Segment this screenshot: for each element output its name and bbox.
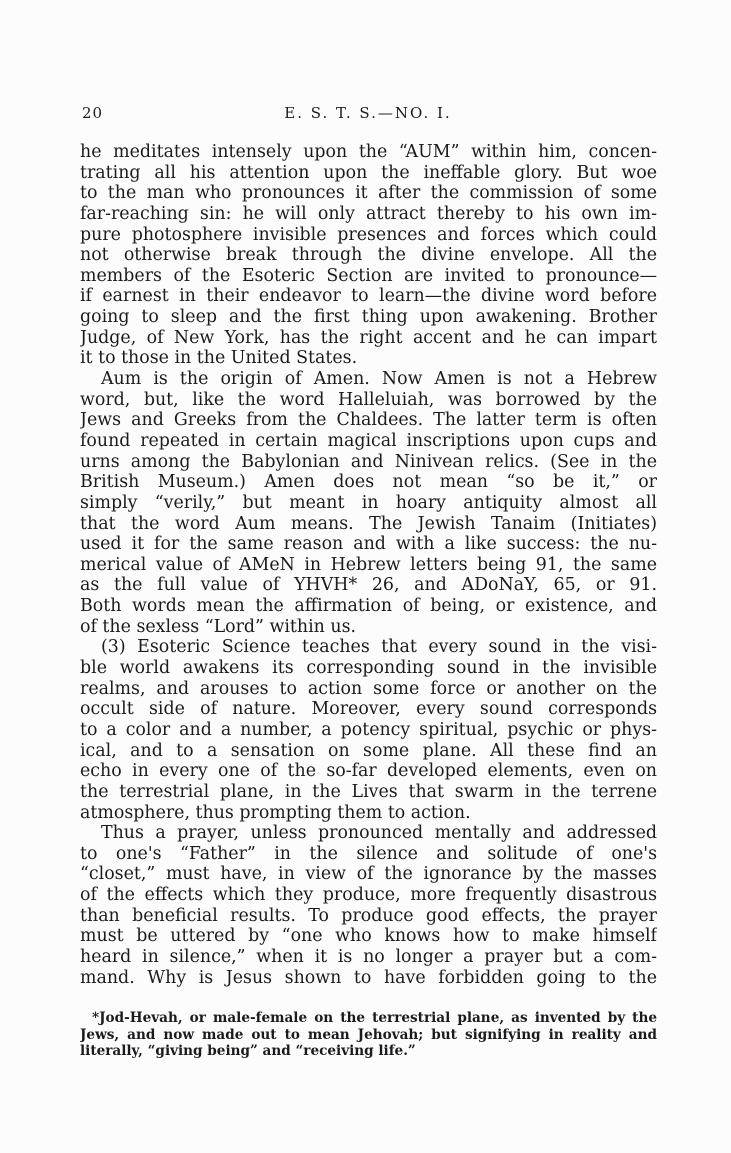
text-line: trating all his attention upon the ineffable glory. But woe: [80, 162, 657, 183]
text-line: as the full value of YHVH* 26, and ADoNaY, 65, or 91.: [80, 575, 657, 596]
text-line: found repeated in certain magical inscriptions upon cups and: [80, 430, 657, 451]
body-text: [80, 142, 657, 988]
text-line: than beneficial results. To produce good effects, the prayer: [80, 905, 657, 926]
text-line: word, but, like the word Halleluiah, was borrowed by the: [80, 389, 657, 410]
text-line: far-reaching sin: he will only attract thereby to his own im-: [80, 203, 657, 224]
text-line: occult side of nature. Moreover, every sound corresponds: [80, 699, 657, 720]
text-line: to a color and a number, a potency spiritual, psychic or phys-: [80, 719, 657, 740]
footnote-line: *Jod-Hevah, or male-female on the terrestrial plane, as invented by the: [92, 1010, 657, 1026]
text-line: Judge, of New York, has the right accent and he can impart: [80, 327, 657, 348]
text-line: pure photosphere invisible presences and forces which could: [80, 224, 657, 245]
text-line: of the effects which they produce, more frequently disastrous: [80, 885, 657, 906]
text-line: heard in silence,” when it is no longer a prayer but a com-: [80, 946, 657, 967]
text-line: not otherwise break through the divine envelope. All the: [80, 245, 657, 266]
footnote: [80, 1010, 657, 1060]
text-line: ical, and to a sensation on some plane. All these find an: [80, 740, 657, 761]
text-line: to the man who pronounces it after the commission of some: [80, 183, 657, 204]
text-line: going to sleep and the first thing upon awakening. Brother: [80, 307, 657, 328]
running-title: E. S. T. S.—NO. I.: [284, 104, 452, 122]
text-line: echo in every one of the so-far developed elements, even on: [80, 761, 657, 782]
text-line: “closet,” must have, in view of the ignorance by the masses: [80, 864, 657, 885]
text-line: atmosphere, thus prompting them to action.: [80, 802, 471, 823]
text-line: to one's “Father” in the silence and solitude of one's: [80, 843, 657, 864]
text-line: of the sexless “Lord” within us.: [80, 616, 357, 637]
text-line: urns among the Babylonian and Ninivean relics. (See in the: [80, 451, 657, 472]
text-line: must be uttered by “one who knows how to make himself: [80, 926, 657, 947]
text-line: British Museum.) Amen does not mean “so be it,” or: [80, 472, 657, 493]
text-line: simply “verily,” but meant in hoary antiquity almost all: [80, 492, 657, 513]
text-line: he meditates intensely upon the “AUM” within him, concen-: [80, 142, 657, 162]
text-line: Jews and Greeks from the Chaldees. The latter term is often: [80, 410, 657, 431]
text-line: Both words mean the affirmation of being, or existence, and: [80, 596, 657, 617]
text-line: mand. Why is Jesus shown to have forbidden going to the: [80, 967, 657, 988]
footnote-line: Jews, and now made out to mean Jehovah; but signifying in reality and: [80, 1026, 657, 1043]
footnote-line: literally, “giving being” and “receiving life.”: [80, 1043, 416, 1059]
text-line: if earnest in their endeavor to learn—the divine word before: [80, 286, 657, 307]
text-line: merical value of AMeN in Hebrew letters being 91, the same: [80, 554, 657, 575]
page-header: [80, 104, 656, 126]
text-line: members of the Esoteric Section are invited to pronounce—: [80, 265, 657, 286]
text-line: Thus a prayer, unless pronounced mentally and addressed: [101, 823, 657, 844]
text-line: ble world awakens its corresponding sound in the invisible: [80, 658, 657, 679]
text-line: (3) Esoteric Science teaches that every sound in the visi-: [101, 637, 657, 658]
text-line: it to those in the United States.: [80, 348, 358, 369]
text-line: that the word Aum means. The Jewish Tanaim (Initiates): [80, 513, 657, 534]
text-line: used it for the same reason and with a like success: the nu-: [80, 534, 657, 555]
text-line: the terrestrial plane, in the Lives that swarm in the terrene: [80, 781, 657, 802]
text-line: Aum is the origin of Amen. Now Amen is not a Hebrew: [101, 369, 657, 390]
page-number: 20: [82, 104, 104, 122]
text-line: realms, and arouses to action some force or another on the: [80, 678, 657, 699]
